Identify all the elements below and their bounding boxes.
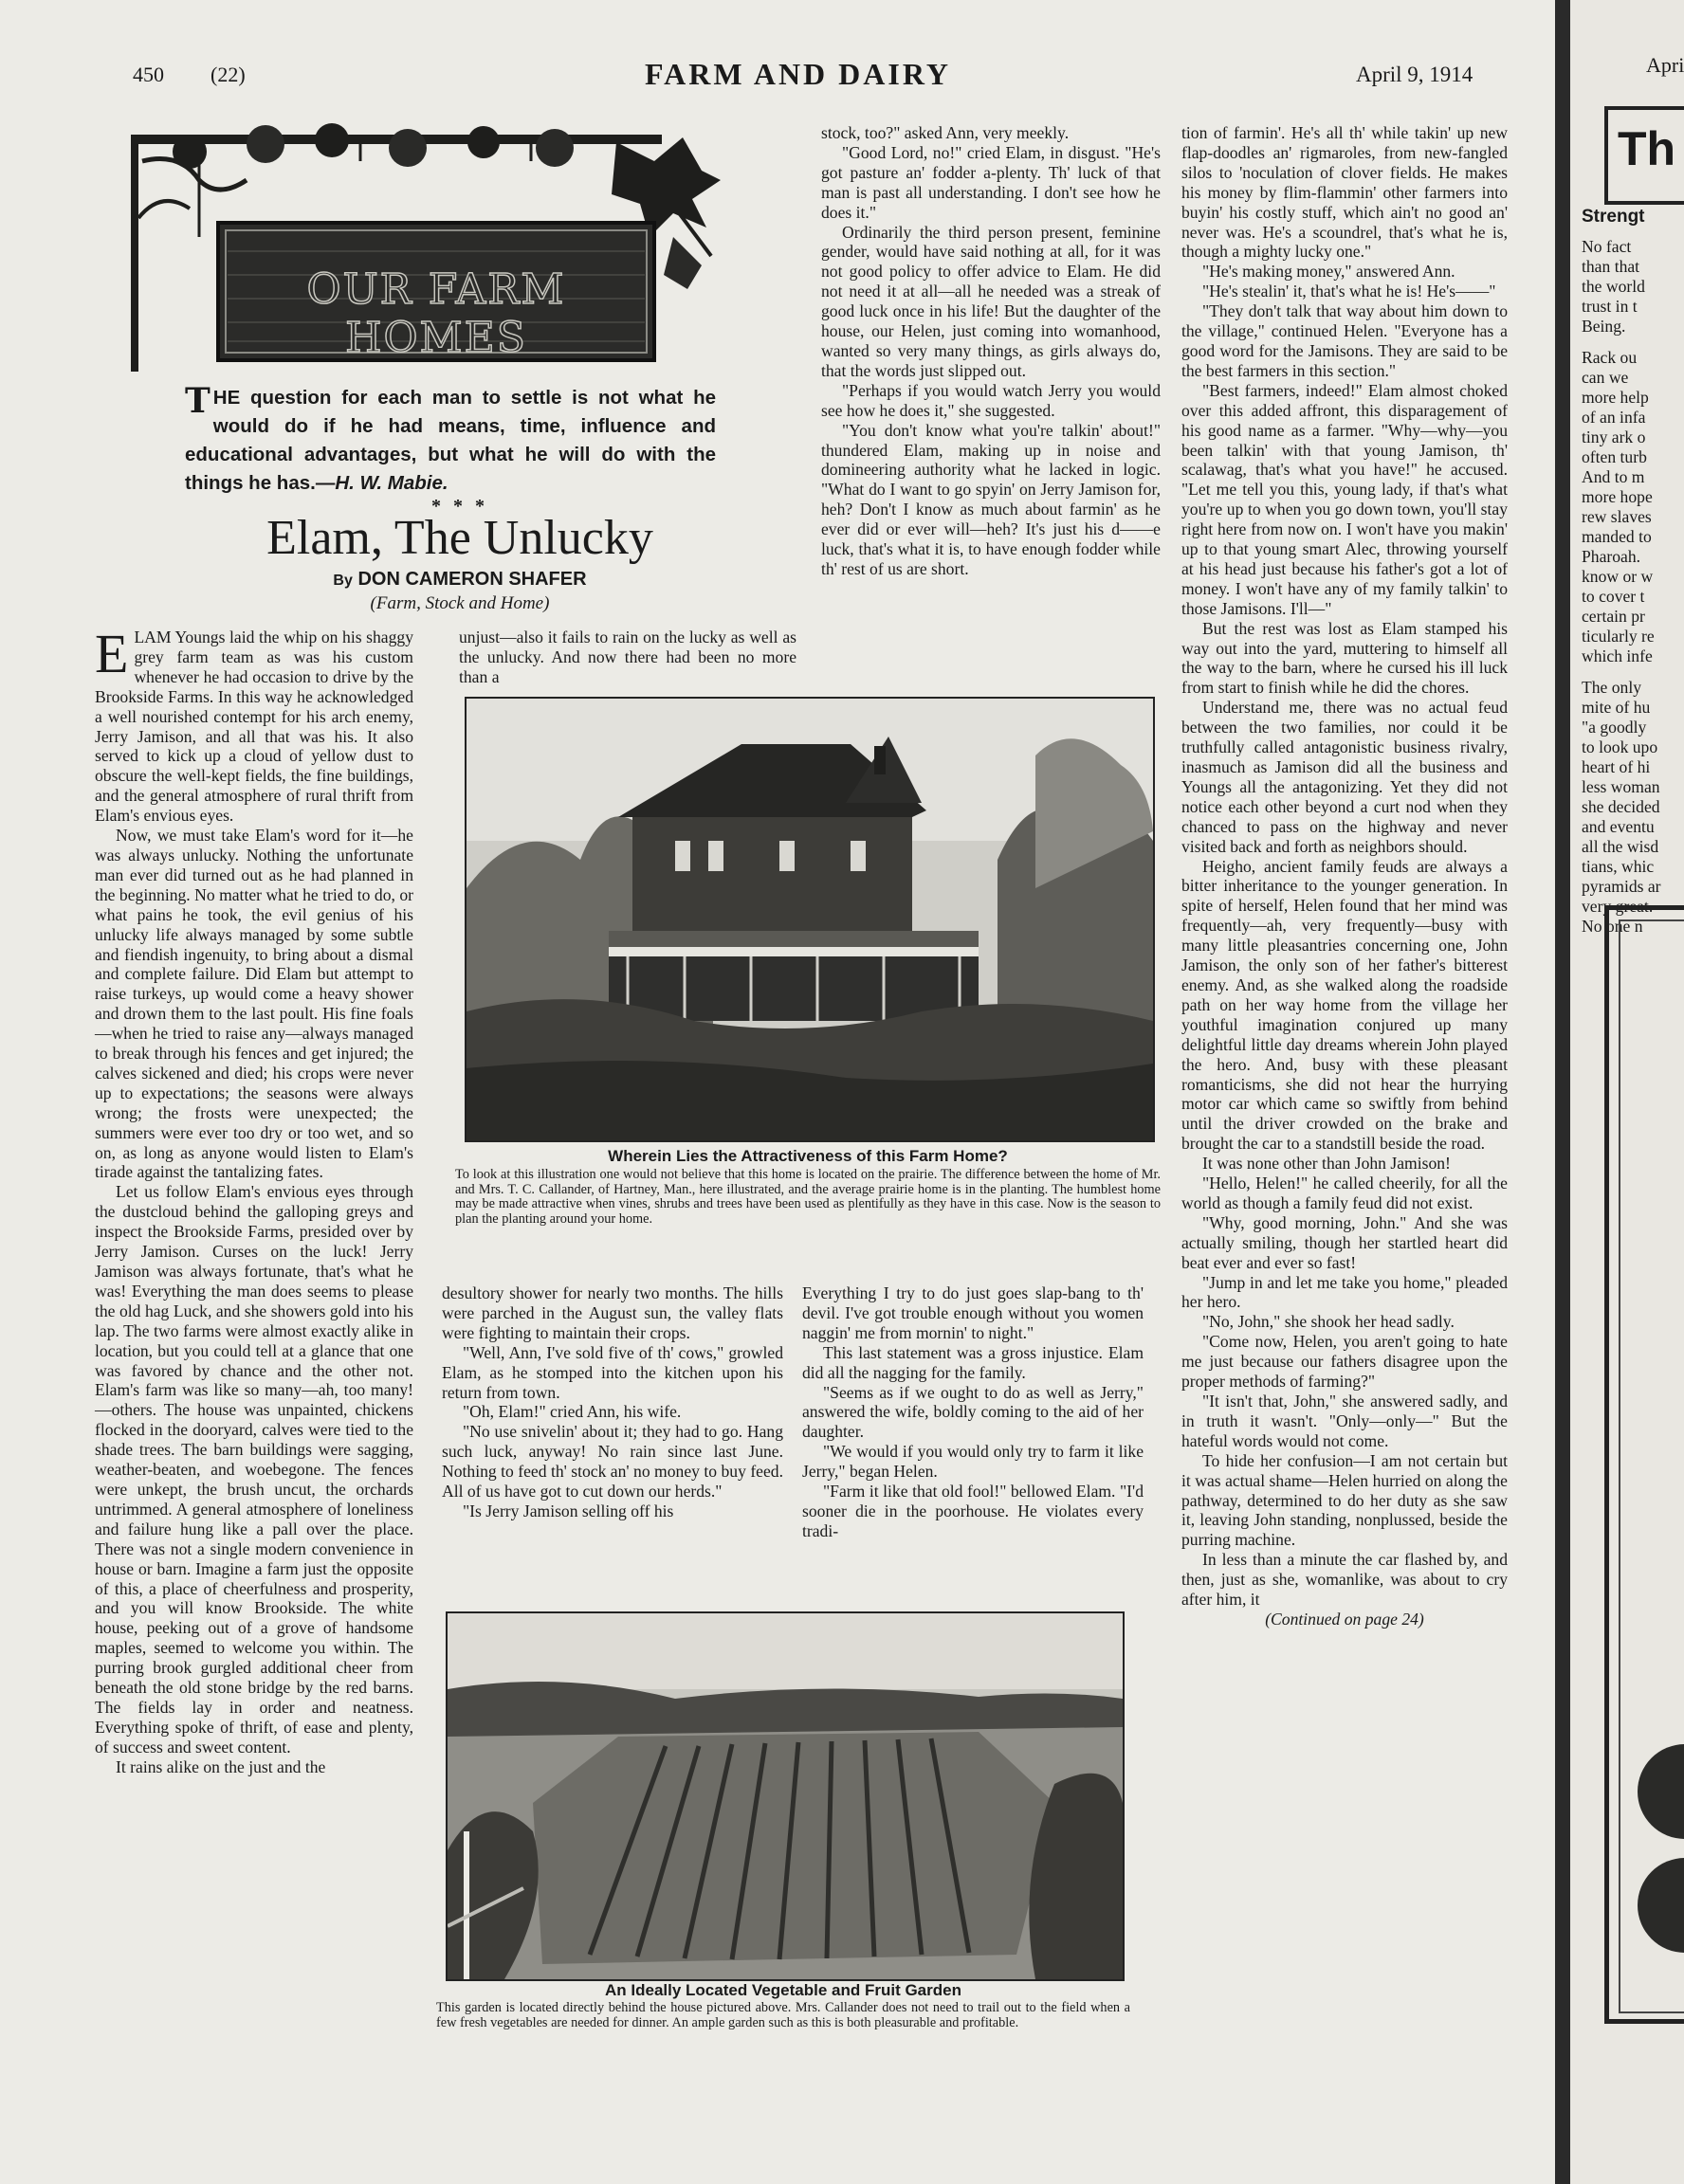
paragraph: desultory shower for nearly two months. The hills were parched in the August sun, the valley flats were fighting to maintain their crops.	[442, 1283, 783, 1342]
next-page-line: can we	[1582, 368, 1629, 387]
next-page-line: and eventu	[1582, 817, 1655, 836]
drop-cap: E	[95, 623, 129, 684]
next-page-line: the world	[1582, 277, 1645, 296]
column-4	[1181, 123, 1508, 1629]
next-page-line: all the wisd	[1582, 837, 1659, 856]
photo-1-title: Wherein Lies the Attractiveness of this Farm Home?	[608, 1147, 1008, 1165]
paragraph: "Jump in and let me take you home," pleaded her hero.	[1181, 1272, 1508, 1312]
paragraph: "Good Lord, no!" cried Elam, in disgust. "He's got pasture an' fodder a-plenty. Th' luck of that man is past all understanding. I don't see how he does it."	[821, 142, 1161, 222]
next-page-line: ticularly re	[1582, 627, 1655, 646]
photo-2-caption: This garden is located directly behind the house pictured above. Mrs. Callander does not need to trail out to the field when a few fresh vegetables are needed for dinner. An ample garden such as this is both pleasurable and profitable.	[436, 2000, 1130, 2030]
paragraph: To hide her confusion—I am not certain but it was actual shame—Helen hurried on along the pathway, determined to do her duty as she saw it, leaving John standing, nonplussed, beside the purring machine.	[1181, 1450, 1508, 1550]
paragraph: Let us follow Elam's envious eyes through the dustcloud behind the galloping greys and inspect the Brookside Farms, presided over by Jerry Jamison. Curses on the luck! Jerry Jamison was always fortunate, that's what he was! Everything the man does seems to please the old hag Luck, and she showers gold into his lap. The two farms were almost exactly alike in location, but you could tell at a glance that one was favored by chance and the other not. Elam's farm was like so many—ah, too many!—others. The house was unpainted, chickens flocked in the dooryard, calves were tied to the shade trees. The barn buildings were sagging, weather-beaten, and woebegone. The fences were unkept, the brush uncut, the orchards untrimmed. A general atmosphere of loneliness and failure hung like a pall over the place. There was not a single modern convenience in house or barn. Imagine a farm just the opposite of this, a place of cheerfulness and prosperity, and you will know Brookside. The white house, peeking out of a grove of handsome maples, seemed to welcome you within. The purring brook gurgled additional cheer from beneath the old stone bridge by the red barns. The fields lay in order and neatness. Everything spoke of thrift, of ease and plenty, of success and sweet content.	[95, 1182, 413, 1756]
next-page-line: Pharoah.	[1582, 547, 1641, 566]
next-page-line: pyramids ar	[1582, 877, 1661, 896]
paragraph: It rains alike on the just and the	[116, 1756, 326, 1776]
paragraph: "He's making money," answered Ann.	[1202, 262, 1455, 282]
next-page-line: very great.	[1582, 897, 1654, 916]
quote-initial: T	[185, 381, 210, 421]
paragraph: unjust—also it fails to rain on the lucky as well as the unlucky. And now there had been no more than a	[459, 628, 796, 686]
paragraph: "You don't know what you're talkin' about!" thundered Elam, making up in noise and domineering authority what he lacked in logic. "What do I want to go spyin' on Jerry Jamison for, heh? Don't I know as much about farmin' as he ever did or ever will—heh? It's just his d——e luck, that's what it is, to have enough fodder while th' rest of us are short.	[821, 420, 1161, 578]
paragraph: Now, we must take Elam's word for it—he was always unlucky. Nothing the unfortunate man ever did turned out as he had planned in the beginning. No matter what he tried to do, or what pains he took, the evil genius of his unlucky life always managed by some subtle and fiendish ingenuity, to bring about a dismal and complete failure. Did Elam but attempt to raise turkeys, up would come a heavy shower and drown them to the last poult. His fine foals—when he tried to raise any—always managed to break through his fences and get injured; the calves sickened and died; his crops were never up to expectations; the seasons were always wrong; the frosts were unexpected; the summers were ever too dry or too wet, and so on, as long as anyone would listen to Elam's tirade against the tantalizing fates.	[95, 826, 413, 1182]
paragraph: Ordinarily the third person present, feminine gender, would have said nothing at all, for it was not good policy to offer advice to Elam. He did not need it at all—all he needed was a streak of good luck once in his life! But the daughter of the house, our Helen, just coming into womanhood, wanted so very many things, as girls always do, that the words just slipped out.	[821, 222, 1161, 380]
column-2-top	[459, 628, 796, 687]
paragraph: "No use snivelin' about it; they had to go. Hang such luck, anyway! No rain since last June. Nothing to feed th' stock an' no money to buy feed. All of us have got to cut down our herds."	[442, 1422, 783, 1502]
page-gutter	[1555, 0, 1570, 2184]
paragraph: ELAM Youngs laid the whip on his shaggy grey farm team as was his custom whenever he had occasion to drive by the Brookside Farms. In this way he acknowledged a well nourished contempt for his arch enemy, Jerry Jamison, and all that was his. It also served to kick up a cloud of yellow dust to obscure the well-kept fields, the fine buildings, and the general atmosphere of rural thrift from Elam's envious eyes.	[95, 623, 413, 826]
house-illustration	[467, 699, 1153, 1140]
article-title: Elam, The Unlucky	[266, 511, 653, 565]
next-page-title: Th	[1618, 122, 1676, 175]
next-page-line: of an infa	[1582, 408, 1646, 427]
next-page-ad-border	[1604, 905, 1684, 2024]
next-page-line: Being.	[1582, 317, 1626, 336]
paragraph: Everything I try to do just goes slap-bang to th' devil. I've got trouble enough without you women naggin' me from mornin' to night."	[802, 1283, 1144, 1342]
column-2-mid	[442, 1283, 783, 1521]
article-source: (Farm, Stock and Home)	[370, 593, 550, 613]
next-page-line: know or w	[1582, 567, 1654, 586]
farm-home-photo	[465, 697, 1155, 1142]
next-page-line: tiny ark o	[1582, 428, 1646, 446]
issue-number: (22)	[210, 63, 246, 86]
paragraph: "They don't talk that way about him down to the village," continued Helen. "Everyone has a good word for the Jamisons. They are said to be the best farmers in this section."	[1181, 301, 1508, 380]
paragraph: "We would if you would only try to farm it like Jerry," began Helen.	[802, 1442, 1144, 1482]
paragraph: "Is Jerry Jamison selling off his	[463, 1501, 674, 1520]
column-1	[95, 623, 413, 2011]
next-page-line: rew slaves	[1582, 507, 1652, 526]
next-page-line: "a goodly	[1582, 718, 1647, 737]
paragraph: "Perhaps if you would watch Jerry you would see how he does it," she suggested.	[821, 380, 1161, 420]
next-page-line: heart of hi	[1582, 757, 1651, 776]
quote-text: HE question for each man to settle is not what he would do if he had means, time, influence and educational advantages, but what he will do with the things he has.—	[185, 387, 716, 494]
photo-2-title: An Ideally Located Vegetable and Fruit Garden	[605, 1981, 961, 1999]
paragraph: It was none other than John Jamison!	[1202, 1154, 1451, 1174]
paragraph: tion of farmin'. He's all th' while takin' up new flap-doodles an' rigmaroles, from new-fangled silos to 'noculation of clover fields. He makes his money by flim-flammin' other farmers into buyin' his costly stuff, which ain't no good an' never was. He's a scoundrel, that's what he is, though a mighty lucky one."	[1181, 123, 1508, 262]
quote-author: H. W. Mabie.	[335, 472, 448, 494]
next-page-line: to cover t	[1582, 587, 1645, 606]
paragraph: "Farm it like that old fool!" bellowed Elam. "I'd sooner die in the poorhouse. He violates every tradi-	[802, 1482, 1144, 1540]
next-page-line: trust in t	[1582, 297, 1638, 316]
separator: * * *	[431, 496, 488, 517]
next-page-title-box	[1604, 106, 1684, 205]
epigraph-quote	[185, 381, 716, 498]
next-page-line: which infe	[1582, 646, 1653, 665]
paragraph: "Why, good morning, John." And she was actually smiling, though her startled heart did beat ever and ever so fast!	[1181, 1212, 1508, 1272]
next-page-line: No fact	[1582, 237, 1632, 256]
next-page-subtitle: Strengt	[1582, 207, 1645, 227]
our-farm-homes-banner	[123, 123, 730, 379]
paragraph: "He's stealin' it, that's what he is! He's——"	[1202, 282, 1496, 301]
next-page-line: more help	[1582, 388, 1649, 407]
paragraph: stock, too?" asked Ann, very meekly.	[821, 123, 1070, 142]
next-page-line: No one n	[1582, 917, 1643, 936]
next-page-line: Rack ou	[1582, 348, 1638, 367]
page-number: 450	[133, 63, 164, 86]
garden-photo	[446, 1611, 1125, 1981]
next-page-line: more hope	[1582, 487, 1653, 506]
paragraph: "Oh, Elam!" cried Ann, his wife.	[463, 1402, 682, 1422]
next-page-line: she decided	[1582, 797, 1660, 816]
paragraph: "No, John," she shook her head sadly.	[1202, 1312, 1455, 1332]
column-3-top	[821, 123, 1161, 579]
paragraph: Heigho, ancient family feuds are always a bitter inheritance to the younger generation. In spite of herself, Helen found that her mind was frequently—ah, very frequently—busy with many little pleasantries concerning one, John Jamison, the only son of her father's bitterest enemy. And, as she walked along the roadside path on her way home from the village her youthful imagination conjured up many delightful little day dreams wherein John played the hero. And, busy with these pleasant romanticisms, she did not hear the hurrying motor car which came so swiftly from behind until the driver crowded on the brake and brought the car to a standstill beside the road.	[1181, 856, 1508, 1154]
paragraph: But the rest was lost as Elam stamped his way out into the yard, muttering to himself all the way to the barn, where he cursed his ill luck from start to finish while he did the chores.	[1181, 618, 1508, 698]
paragraph: "Well, Ann, I've sold five of th' cows," growled Elam, as he stomped into the kitchen upon his return from town.	[442, 1342, 783, 1402]
masthead: FARM AND DAIRY	[645, 57, 951, 91]
paragraph: "Seems as if we ought to do as well as Jerry," answered the wife, boldly coming to the aid of her daughter.	[802, 1382, 1144, 1442]
paragraph: "Best farmers, indeed!" Elam almost choked over this added affront, this disparagement of his good name as a farmer. "Why—why—you been talkin' with that young Jamison, th' scalawag, that's what you have!" he accused. "Let me tell you this, young lady, if that's what you're up to when you go down town, you'll stay right here from now on. I won't have you makin' up to that young smart Alec, throwing yourself at his head just because his father's got a lot of money. I won't have any of my family talkin' to those Jamisons. I'll—"	[1181, 380, 1508, 618]
next-page-line: often turb	[1582, 447, 1647, 466]
next-page-fragment	[1570, 0, 1684, 2184]
next-page-line: than that	[1582, 257, 1640, 276]
next-page-line: certain pr	[1582, 607, 1645, 626]
garden-illustration	[448, 1613, 1123, 1979]
paragraph: Understand me, there was no actual feud between the two families, nor could it be truthfully called antagonistic business rivalry, inasmuch as Jamison did all the business and Youngs all the antagonizing. Yet they did not notice each other beyond a curt nod when they chanced to pass on the highway and never visited back and forth as neighbors should.	[1181, 698, 1508, 856]
next-page-line: manded to	[1582, 527, 1652, 546]
next-page-line: And to m	[1582, 467, 1645, 486]
next-page-line: less woman	[1582, 777, 1660, 796]
next-page-line: The only	[1582, 678, 1642, 697]
paragraph: This last statement was a gross injustice. Elam did all the nagging for the family.	[802, 1342, 1144, 1382]
column-3-mid	[802, 1283, 1144, 1541]
photo-1-caption: To look at this illustration one would not believe that this home is located on the prairie. The difference between the home of Mr. and Mrs. T. C. Callander, of Hartney, Man., here illustrated, and the average prairie home is in the planting. The humblest home may be made attractive when vines, shrubs and trees have been used as plentifully as they have in this case. Now is the season to plan the planting around your home.	[455, 1167, 1161, 1227]
next-page-header: Apri	[1646, 53, 1684, 77]
paragraph: In less than a minute the car flashed by, and then, just as she, womanlike, was about to cry after him, it	[1181, 1550, 1508, 1610]
sign-text: OUR FARM HOMES	[306, 265, 566, 362]
byline: By DON CAMERON SHAFER	[333, 569, 587, 590]
issue-date: April 9, 1914	[1356, 63, 1474, 86]
paragraph: "Hello, Helen!" he called cheerily, for all the world as though a family feud did not exist.	[1181, 1174, 1508, 1212]
next-page-line: tians, whic	[1582, 857, 1655, 876]
paragraph: "It isn't that, John," she answered sadly, and in truth it wasn't. "Only—only—" But the hateful words would not come.	[1181, 1392, 1508, 1450]
next-page-line: mite of hu	[1582, 698, 1651, 717]
next-page-line: to look upo	[1582, 737, 1658, 756]
continued-note: (Continued on page 24)	[1265, 1609, 1424, 1629]
paragraph: "Come now, Helen, you aren't going to hate me just because our fathers disagree upon the proper methods of farming?"	[1181, 1332, 1508, 1392]
